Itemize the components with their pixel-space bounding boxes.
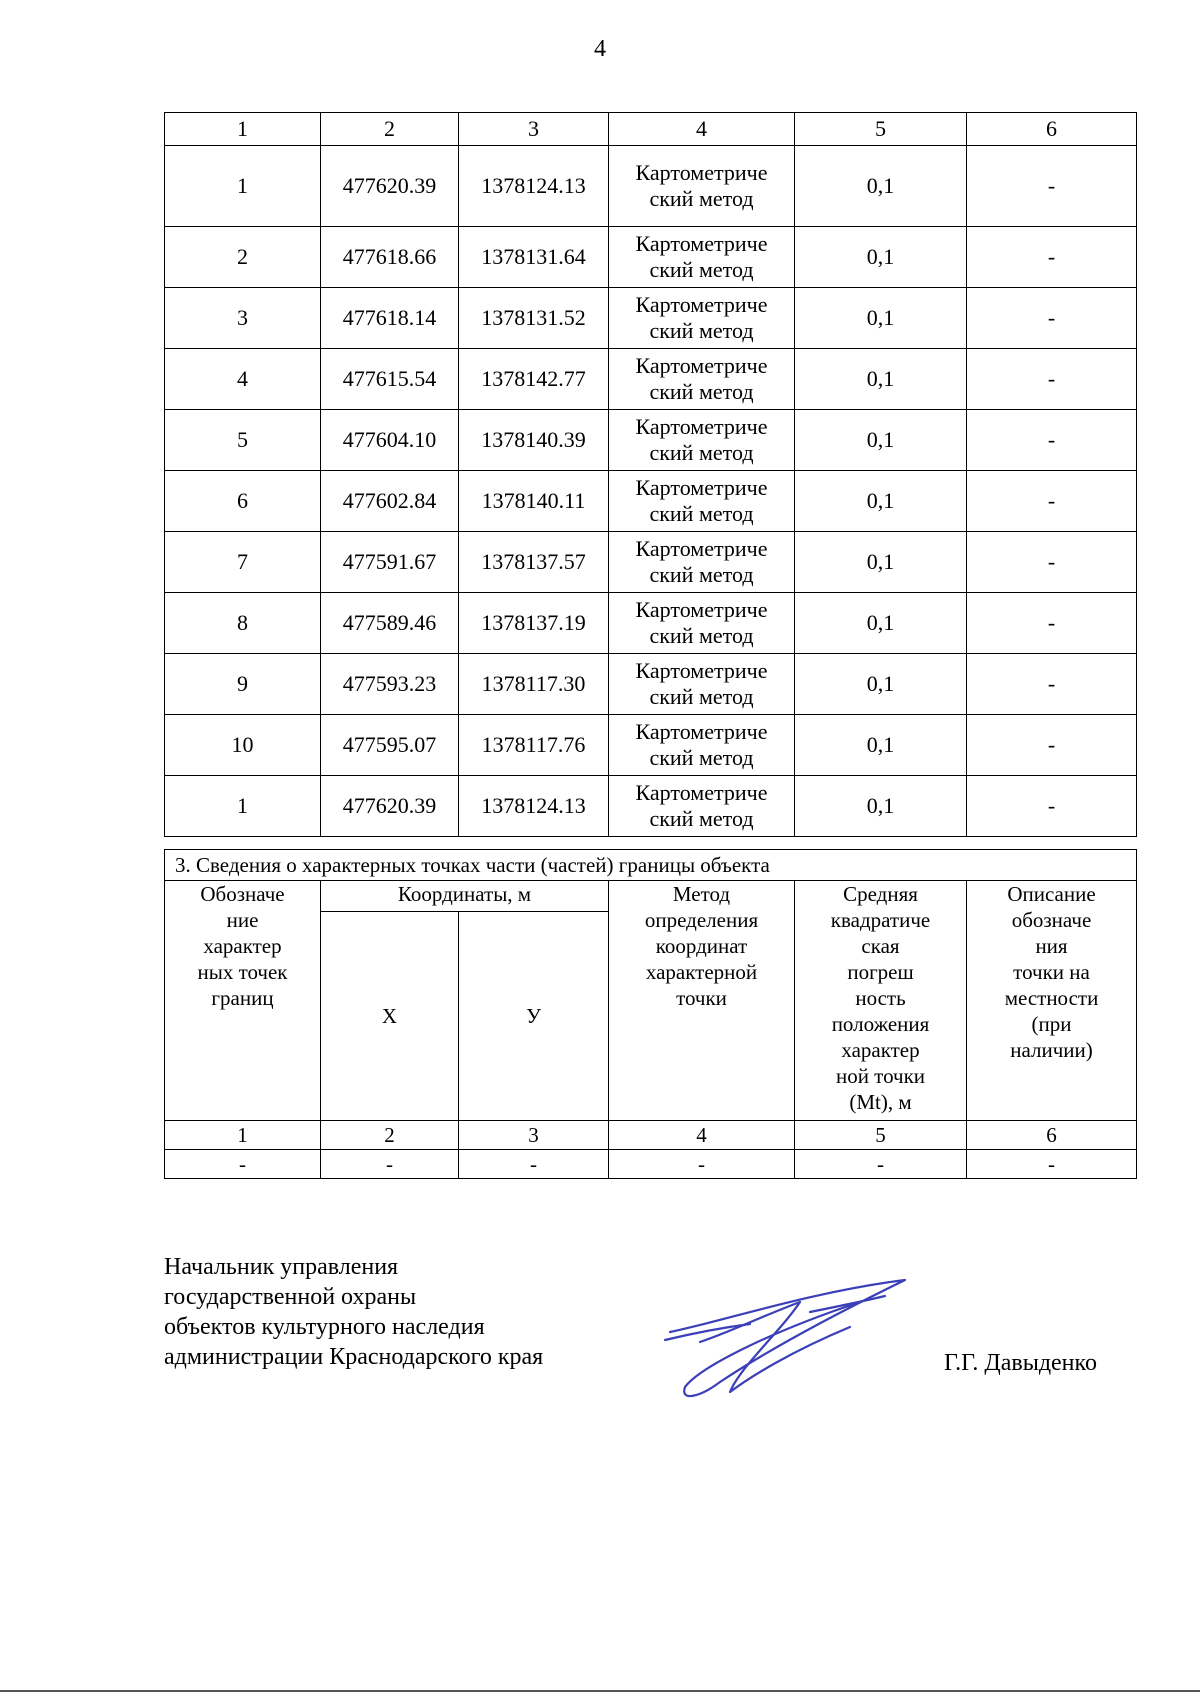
- header-line: границ: [211, 986, 274, 1010]
- dash-cell: -: [459, 1150, 609, 1179]
- mt-value-cell: 0,1: [795, 471, 967, 532]
- signatory-line: администрации Краснодарского края: [164, 1344, 544, 1370]
- section3-table: [164, 849, 1137, 1179]
- table-row: [165, 146, 1137, 227]
- description-cell: -: [967, 593, 1137, 654]
- method-line: ский метод: [649, 379, 754, 404]
- mt-value-cell: 0,1: [795, 593, 967, 654]
- handwritten-signature: [660, 1272, 920, 1412]
- method-line: Картометриче: [635, 658, 768, 683]
- table-row: [165, 288, 1137, 349]
- x-coordinate-cell: 477618.66: [321, 227, 459, 288]
- mt-value-cell: 0,1: [795, 288, 967, 349]
- signatory-line: государственной охраны: [164, 1284, 417, 1310]
- mt-value-cell: 0,1: [795, 410, 967, 471]
- method-cell: [609, 593, 795, 654]
- section-header-row: [165, 881, 1137, 912]
- method-cell: [609, 776, 795, 837]
- header-line: Описание: [1007, 882, 1096, 906]
- method-line: ский метод: [649, 623, 754, 648]
- y-coordinate-cell: 1378117.30: [459, 654, 609, 715]
- header-line: квадратиче: [830, 908, 931, 932]
- point-number-cell: 3: [165, 288, 321, 349]
- header-cell: 5: [795, 113, 967, 146]
- header-line: ния: [1035, 934, 1068, 958]
- dash-cell: -: [609, 1150, 795, 1179]
- point-number-cell: 1: [165, 776, 321, 837]
- y-coordinate-cell: 1378140.39: [459, 410, 609, 471]
- page-number: 4: [594, 36, 606, 62]
- col-method-header: [609, 881, 795, 1121]
- method-line: Картометриче: [635, 719, 768, 744]
- table-row: [165, 715, 1137, 776]
- x-coordinate-cell: 477595.07: [321, 715, 459, 776]
- x-coordinate-cell: 477620.39: [321, 776, 459, 837]
- method-line: ский метод: [649, 257, 754, 282]
- method-cell: [609, 532, 795, 593]
- header-line: характер: [841, 1038, 920, 1062]
- method-line: ский метод: [649, 501, 754, 526]
- method-line: Картометриче: [635, 475, 768, 500]
- column-number: 6: [967, 1121, 1137, 1150]
- point-number-cell: 8: [165, 593, 321, 654]
- x-coordinate-cell: 477591.67: [321, 532, 459, 593]
- description-cell: -: [967, 715, 1137, 776]
- y-coordinate-cell: 1378137.57: [459, 532, 609, 593]
- description-cell: -: [967, 776, 1137, 837]
- method-line: Картометриче: [635, 160, 768, 185]
- page-bottom-border: [0, 1690, 1200, 1692]
- description-cell: -: [967, 471, 1137, 532]
- y-coordinate-cell: 1378131.64: [459, 227, 609, 288]
- header-line: Метод: [672, 882, 731, 906]
- mt-value-cell: 0,1: [795, 715, 967, 776]
- y-coordinate-cell: 1378140.11: [459, 471, 609, 532]
- header-line: ность: [855, 986, 906, 1010]
- header-line: Обозначе: [200, 882, 285, 906]
- y-coordinate-cell: 1378131.52: [459, 288, 609, 349]
- mt-value-cell: 0,1: [795, 654, 967, 715]
- signer-name: Г.Г. Давыденко: [944, 1350, 1097, 1376]
- x-coordinate-cell: 477589.46: [321, 593, 459, 654]
- method-cell: [609, 227, 795, 288]
- header-line: обозначе: [1011, 908, 1092, 932]
- method-line: ский метод: [649, 806, 754, 831]
- method-cell: [609, 654, 795, 715]
- header-line: ская: [861, 934, 900, 958]
- column-number-row: [165, 1121, 1137, 1150]
- header-line: (при: [1031, 1012, 1072, 1036]
- method-line: ский метод: [649, 440, 754, 465]
- description-cell: -: [967, 654, 1137, 715]
- header-line: характерной: [645, 960, 758, 984]
- table-row: [165, 654, 1137, 715]
- mt-value-cell: 0,1: [795, 349, 967, 410]
- method-line: Картометриче: [635, 780, 768, 805]
- header-line: точки: [676, 986, 727, 1010]
- x-coordinate-cell: 477618.14: [321, 288, 459, 349]
- signatory-line: объектов культурного наследия: [164, 1314, 485, 1340]
- header-line: координат: [655, 934, 748, 958]
- header-cell: 3: [459, 113, 609, 146]
- method-line: ский метод: [649, 562, 754, 587]
- point-number-cell: 2: [165, 227, 321, 288]
- empty-data-row: [165, 1150, 1137, 1179]
- x-header: Х: [321, 912, 459, 1121]
- x-coordinate-cell: 477593.23: [321, 654, 459, 715]
- header-cell: 1: [165, 113, 321, 146]
- method-line: Картометриче: [635, 597, 768, 622]
- description-cell: -: [967, 532, 1137, 593]
- y-coordinate-cell: 1378142.77: [459, 349, 609, 410]
- header-line: наличии): [1010, 1038, 1093, 1062]
- method-cell: [609, 715, 795, 776]
- table-header-row: [165, 113, 1137, 146]
- header-line: определения: [644, 908, 759, 932]
- method-cell: [609, 349, 795, 410]
- table-body: [165, 146, 1137, 837]
- dash-cell: -: [795, 1150, 967, 1179]
- description-cell: -: [967, 288, 1137, 349]
- method-line: ский метод: [649, 745, 754, 770]
- col-mt-header: [795, 881, 967, 1121]
- table-row: [165, 593, 1137, 654]
- point-number-cell: 7: [165, 532, 321, 593]
- col-description-header: [967, 881, 1137, 1121]
- method-line: ский метод: [649, 318, 754, 343]
- y-coordinate-cell: 1378124.13: [459, 146, 609, 227]
- x-coordinate-cell: 477615.54: [321, 349, 459, 410]
- section-title: 3. Сведения о характерных точках части (частей) границы объекта: [165, 850, 1137, 881]
- table-row: [165, 532, 1137, 593]
- x-coordinate-cell: 477602.84: [321, 471, 459, 532]
- method-line: Картометриче: [635, 353, 768, 378]
- x-coordinate-cell: 477604.10: [321, 410, 459, 471]
- point-number-cell: 6: [165, 471, 321, 532]
- table-row: [165, 227, 1137, 288]
- header-cell: 2: [321, 113, 459, 146]
- method-line: ский метод: [649, 186, 754, 211]
- dash-cell: -: [967, 1150, 1137, 1179]
- method-line: Картометриче: [635, 536, 768, 561]
- y-coordinate-cell: 1378137.19: [459, 593, 609, 654]
- col-designation-header: [165, 881, 321, 1121]
- point-number-cell: 1: [165, 146, 321, 227]
- description-cell: -: [967, 349, 1137, 410]
- signatory-title: [164, 1252, 543, 1372]
- column-number: 2: [321, 1121, 459, 1150]
- mt-value-cell: 0,1: [795, 776, 967, 837]
- table-row: [165, 410, 1137, 471]
- table-row: [165, 349, 1137, 410]
- header-line: (Mt), м: [849, 1090, 912, 1114]
- description-cell: -: [967, 146, 1137, 227]
- description-cell: -: [967, 410, 1137, 471]
- mt-value-cell: 0,1: [795, 532, 967, 593]
- method-cell: [609, 410, 795, 471]
- column-number: 5: [795, 1121, 967, 1150]
- signatory-line: Начальник управления: [164, 1254, 399, 1280]
- coordinates-table: [164, 112, 1137, 837]
- point-number-cell: 5: [165, 410, 321, 471]
- mt-value-cell: 0,1: [795, 227, 967, 288]
- method-line: ский метод: [649, 684, 754, 709]
- header-line: характер: [203, 934, 282, 958]
- table-row: [165, 471, 1137, 532]
- coords-header: Координаты, м: [321, 881, 609, 912]
- header-line: ние: [226, 908, 259, 932]
- point-number-cell: 4: [165, 349, 321, 410]
- header-line: ных точек: [197, 960, 288, 984]
- column-number: 3: [459, 1121, 609, 1150]
- header-cell: 6: [967, 113, 1137, 146]
- header-line: положения: [831, 1012, 930, 1036]
- method-line: Картометриче: [635, 414, 768, 439]
- point-number-cell: 10: [165, 715, 321, 776]
- header-line: ной точки: [835, 1064, 926, 1088]
- point-number-cell: 9: [165, 654, 321, 715]
- method-cell: [609, 288, 795, 349]
- column-number: 1: [165, 1121, 321, 1150]
- y-coordinate-cell: 1378117.76: [459, 715, 609, 776]
- x-coordinate-cell: 477620.39: [321, 146, 459, 227]
- header-line: Средняя: [843, 882, 918, 906]
- header-line: погреш: [847, 960, 914, 984]
- y-header: У: [459, 912, 609, 1121]
- header-cell: 4: [609, 113, 795, 146]
- description-cell: -: [967, 227, 1137, 288]
- column-number: 4: [609, 1121, 795, 1150]
- header-line: местности: [1004, 986, 1099, 1010]
- dash-cell: -: [165, 1150, 321, 1179]
- y-coordinate-cell: 1378124.13: [459, 776, 609, 837]
- mt-value-cell: 0,1: [795, 146, 967, 227]
- method-line: Картометриче: [635, 231, 768, 256]
- method-line: Картометриче: [635, 292, 768, 317]
- section-title-row: [165, 850, 1137, 881]
- dash-cell: -: [321, 1150, 459, 1179]
- table-row: [165, 776, 1137, 837]
- method-cell: [609, 471, 795, 532]
- header-line: точки на: [1013, 960, 1090, 984]
- method-cell: [609, 146, 795, 227]
